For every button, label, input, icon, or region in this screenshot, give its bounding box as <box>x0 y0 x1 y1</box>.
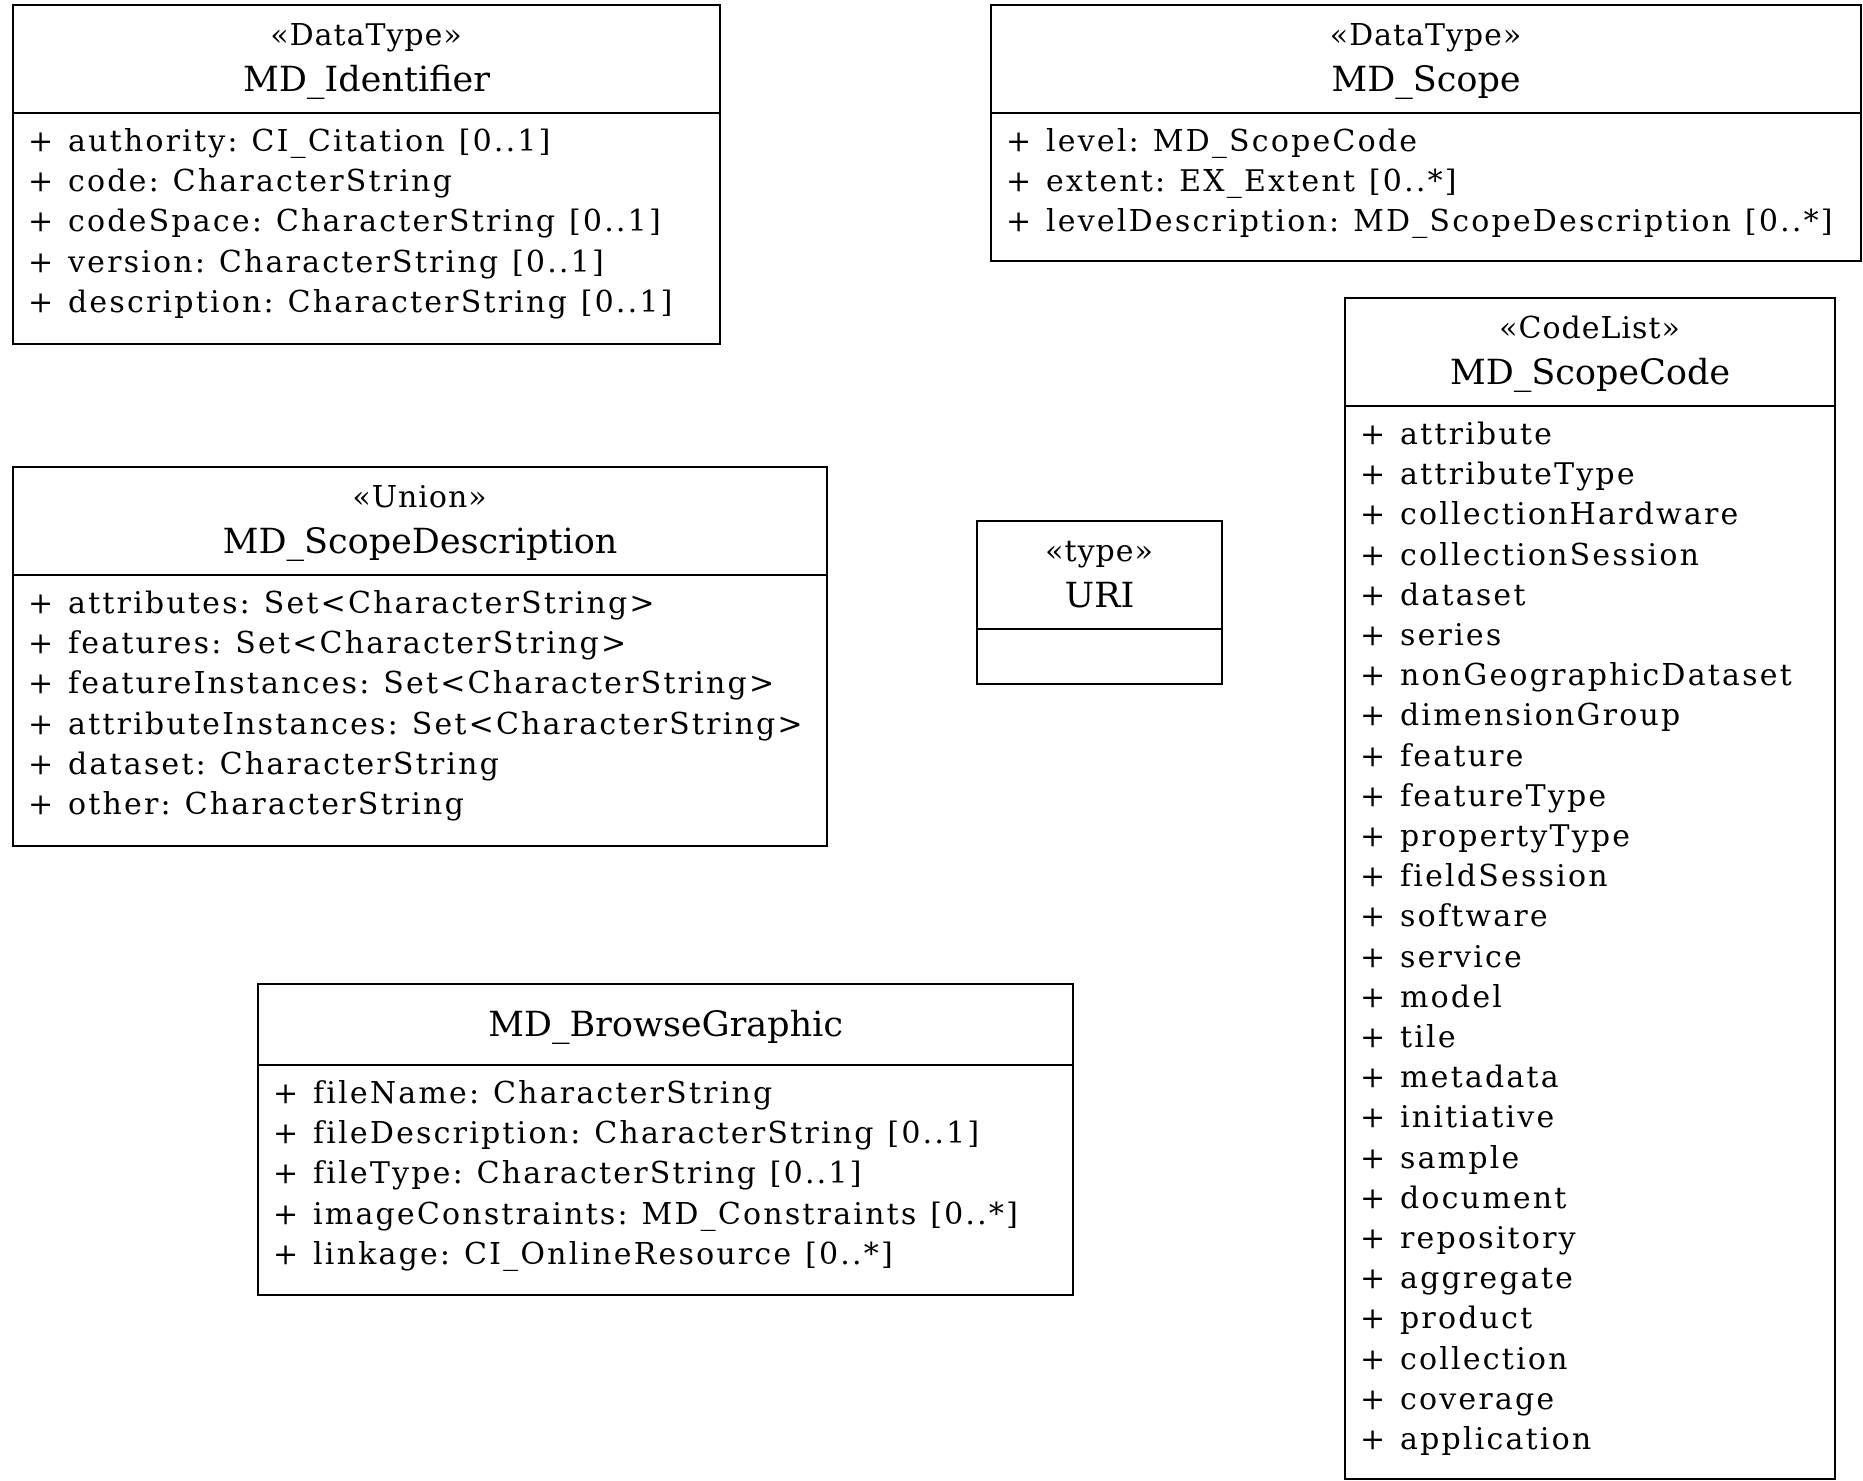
attribute-text: propertyType <box>1400 819 1633 855</box>
attribute-text: version: CharacterString [0..1] <box>68 244 606 280</box>
visibility-marker: + <box>28 284 56 320</box>
attribute-list <box>259 1066 1072 1283</box>
attribute-list <box>978 630 1221 646</box>
visibility-marker: + <box>1006 204 1034 240</box>
class-header <box>259 985 1072 1066</box>
attribute-item <box>1360 978 1834 1018</box>
visibility-marker: + <box>28 746 56 782</box>
visibility-marker: + <box>1360 979 1388 1015</box>
attribute-text: product <box>1400 1301 1535 1337</box>
attribute-text: features: Set<CharacterString> <box>68 626 629 662</box>
attribute-text: sample <box>1400 1140 1522 1176</box>
attribute-text: collectionSession <box>1400 537 1702 573</box>
visibility-marker: + <box>1360 819 1388 855</box>
attribute-item <box>28 243 719 283</box>
visibility-marker: + <box>1360 417 1388 452</box>
attribute-item <box>28 202 719 242</box>
visibility-marker: + <box>28 244 56 280</box>
attribute-item <box>1360 1299 1834 1339</box>
attribute-item <box>1360 737 1834 777</box>
class-name: MD_ScopeCode <box>1449 353 1731 393</box>
visibility-marker: + <box>1360 457 1388 493</box>
visibility-marker: + <box>28 124 56 159</box>
class-md-scope <box>990 4 1862 262</box>
visibility-marker: + <box>1360 859 1388 895</box>
visibility-marker: + <box>1360 1261 1388 1297</box>
visibility-marker: + <box>1360 1381 1388 1417</box>
visibility-marker: + <box>1360 537 1388 573</box>
visibility-marker: + <box>1360 1100 1388 1136</box>
class-header <box>992 6 1860 114</box>
attribute-item <box>1360 1340 1834 1380</box>
attribute-text: nonGeographicDataset <box>1400 658 1794 694</box>
attribute-text: service <box>1400 939 1524 975</box>
attribute-item <box>1360 857 1834 897</box>
visibility-marker: + <box>273 1236 301 1272</box>
visibility-marker: + <box>273 1076 301 1111</box>
attribute-list <box>14 576 826 833</box>
visibility-marker: + <box>1360 698 1388 734</box>
attribute-item <box>273 1235 1072 1275</box>
visibility-marker: + <box>273 1116 301 1152</box>
attribute-text: collection <box>1400 1341 1570 1377</box>
attribute-text: attribute <box>1400 417 1555 452</box>
visibility-marker: + <box>1360 1422 1388 1458</box>
attribute-item <box>1360 777 1834 817</box>
attribute-item <box>1360 495 1834 535</box>
visibility-marker: + <box>1360 1341 1388 1377</box>
class-name: MD_Scope <box>1331 60 1521 100</box>
attribute-text: linkage: CI_OnlineResource [0..*] <box>313 1236 895 1272</box>
attribute-item <box>1006 122 1860 162</box>
class-md-identifier <box>12 4 721 345</box>
attribute-item <box>28 162 719 202</box>
class-header <box>1346 299 1834 407</box>
attribute-item <box>28 745 826 785</box>
attribute-item <box>28 705 826 745</box>
class-md-scopecode <box>1344 297 1836 1480</box>
attribute-text: imageConstraints: MD_Constraints [0..*] <box>313 1196 1020 1232</box>
attribute-text: dataset: CharacterString <box>68 746 502 782</box>
visibility-marker: + <box>1360 1221 1388 1257</box>
attribute-text: fileType: CharacterString [0..1] <box>313 1156 864 1192</box>
visibility-marker: + <box>1360 1060 1388 1096</box>
attribute-list <box>14 114 719 331</box>
attribute-item <box>1360 415 1834 455</box>
class-header <box>978 522 1221 630</box>
visibility-marker: + <box>1360 899 1388 935</box>
visibility-marker: + <box>28 626 56 662</box>
class-name: MD_BrowseGraphic <box>488 1004 843 1045</box>
attribute-item <box>1360 897 1834 937</box>
attribute-item <box>1360 576 1834 616</box>
visibility-marker: + <box>1360 738 1388 774</box>
attribute-item <box>1360 1219 1834 1259</box>
attribute-item <box>1006 162 1860 202</box>
class-name: MD_Identifier <box>243 60 490 100</box>
attribute-item <box>28 122 719 162</box>
attribute-item <box>1360 1380 1834 1420</box>
attribute-item <box>1360 1420 1834 1460</box>
attribute-text: collectionHardware <box>1400 497 1741 533</box>
attribute-item <box>1360 938 1834 978</box>
attribute-text: fieldSession <box>1400 859 1610 895</box>
attribute-list <box>992 114 1860 251</box>
visibility-marker: + <box>1360 618 1388 654</box>
attribute-item <box>28 785 826 825</box>
attribute-text: featureType <box>1400 778 1609 814</box>
class-name: URI <box>1064 576 1135 616</box>
attribute-text: dimensionGroup <box>1400 698 1683 734</box>
attribute-item <box>1360 1098 1834 1138</box>
attribute-text: attributes: Set<CharacterString> <box>68 586 657 621</box>
attribute-item <box>28 624 826 664</box>
attribute-item <box>1360 1179 1834 1219</box>
attribute-item <box>1360 1139 1834 1179</box>
attribute-text: initiative <box>1400 1100 1557 1136</box>
visibility-marker: + <box>28 666 56 702</box>
attribute-text: attributeInstances: Set<CharacterString> <box>68 706 805 742</box>
class-md-browsegraphic <box>257 983 1074 1296</box>
class-stereotype: «CodeList» <box>1499 311 1681 346</box>
attribute-text: repository <box>1400 1221 1578 1257</box>
attribute-item <box>273 1154 1072 1194</box>
visibility-marker: + <box>28 204 56 240</box>
attribute-text: fileDescription: CharacterString [0..1] <box>313 1116 982 1152</box>
class-header <box>14 468 826 576</box>
attribute-text: attributeType <box>1400 457 1637 493</box>
attribute-item <box>1360 616 1834 656</box>
attribute-item <box>28 584 826 624</box>
visibility-marker: + <box>1360 658 1388 694</box>
visibility-marker: + <box>1360 939 1388 975</box>
attribute-text: levelDescription: MD_ScopeDescription [0..*] <box>1046 204 1835 240</box>
class-stereotype: «Union» <box>352 480 488 515</box>
visibility-marker: + <box>28 164 56 200</box>
attribute-item <box>273 1195 1072 1235</box>
attribute-text: aggregate <box>1400 1261 1576 1297</box>
attribute-text: application <box>1400 1422 1594 1458</box>
visibility-marker: + <box>1360 497 1388 533</box>
attribute-item <box>1360 1018 1834 1058</box>
class-uri <box>976 520 1223 685</box>
attribute-item <box>1360 455 1834 495</box>
attribute-text: featureInstances: Set<CharacterString> <box>68 666 777 702</box>
attribute-text: code: CharacterString <box>68 164 455 200</box>
visibility-marker: + <box>1360 1180 1388 1216</box>
attribute-text: series <box>1400 618 1504 654</box>
class-name: MD_ScopeDescription <box>222 522 618 562</box>
attribute-text: codeSpace: CharacterString [0..1] <box>68 204 663 240</box>
class-stereotype: «DataType» <box>270 18 463 53</box>
visibility-marker: + <box>1360 1140 1388 1176</box>
attribute-item <box>1360 1259 1834 1299</box>
attribute-item <box>1360 817 1834 857</box>
attribute-text: fileName: CharacterString <box>313 1076 775 1111</box>
attribute-text: document <box>1400 1180 1569 1216</box>
attribute-item <box>1360 1058 1834 1098</box>
visibility-marker: + <box>28 706 56 742</box>
class-md-scopedescription <box>12 466 828 847</box>
attribute-text: description: CharacterString [0..1] <box>68 284 675 320</box>
attribute-item <box>273 1074 1072 1114</box>
attribute-text: authority: CI_Citation [0..1] <box>68 124 553 159</box>
attribute-item <box>273 1114 1072 1154</box>
class-stereotype: «DataType» <box>1329 18 1523 53</box>
attribute-item <box>1360 536 1834 576</box>
attribute-text: other: CharacterString <box>68 787 466 823</box>
attribute-item <box>1360 696 1834 736</box>
visibility-marker: + <box>273 1196 301 1232</box>
attribute-text: feature <box>1400 738 1526 774</box>
attribute-list <box>1346 407 1834 1468</box>
attribute-item <box>1006 202 1860 242</box>
attribute-text: dataset <box>1400 577 1528 613</box>
visibility-marker: + <box>1360 778 1388 814</box>
attribute-text: extent: EX_Extent [0..*] <box>1046 164 1459 200</box>
visibility-marker: + <box>1360 577 1388 613</box>
attribute-text: metadata <box>1400 1060 1561 1096</box>
attribute-text: coverage <box>1400 1381 1557 1417</box>
visibility-marker: + <box>1360 1020 1388 1056</box>
attribute-item <box>28 283 719 323</box>
attribute-item <box>1360 656 1834 696</box>
visibility-marker: + <box>1006 124 1034 159</box>
class-stereotype: «type» <box>1045 534 1154 569</box>
attribute-text: software <box>1400 899 1550 935</box>
class-header <box>14 6 719 114</box>
visibility-marker: + <box>1360 1301 1388 1337</box>
attribute-text: tile <box>1400 1020 1458 1056</box>
visibility-marker: + <box>28 586 56 621</box>
attribute-text: level: MD_ScopeCode <box>1046 124 1420 159</box>
visibility-marker: + <box>28 787 56 823</box>
attribute-item <box>28 664 826 704</box>
visibility-marker: + <box>1006 164 1034 200</box>
attribute-text: model <box>1400 979 1505 1015</box>
visibility-marker: + <box>273 1156 301 1192</box>
